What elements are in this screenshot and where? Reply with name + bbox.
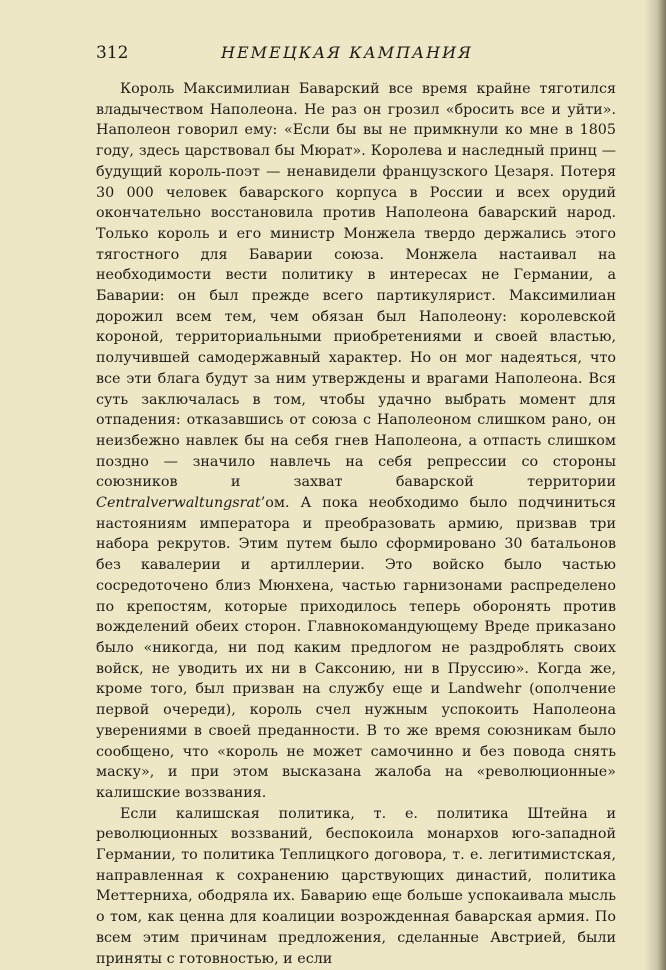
paragraph-text: Король Максимилиан Баварский все время крайне тяготился владычеством Наполеона. Не раз он грозил «бросить все и уйти». Наполеон говорил ему: «Если бы вы не примкнули ко мне в 1805 году, здесь царствовал бы Мюрат». Королева и наследный принц — будущий король-поэт — ненавидели французского Цезаря. Потеря 30 000 человек баварского корпуса в России и всех орудий окончательно восстановила против Наполеона баварский народ. Только король и его министр Монжела твердо держались этого тягостного для Баварии союза. Монжела настаивал на необходимости вести политику в интересах не Германии, а Баварии: он был прежде всего партикулярист. Максимилиан дорожил всем тем, чем обязан был Наполеону: королевской короной, территориальными приобретениями и своей властью, получившей самодержавный характер. Но он мог надеяться, что все эти блага будут за ним утверждены и врагами Наполеона. Вся суть заключалась в том, чтобы удачно выбрать момент для отпадения: отказавшись от союза с Наполеоном слишком рано, он неизбежно навлек бы на себя гнев Наполеона, а отпасть слишком поздно — значило навлечь на себя репрессии со стороны союзников и захват баварской территории: [96, 81, 616, 491]
body-text: [96, 79, 616, 969]
paragraph-1: [96, 79, 616, 804]
page-edge-shadow: [644, 0, 666, 970]
paragraph-2: [96, 804, 616, 970]
italic-term: Centralverwaltungsrat: [96, 495, 261, 512]
page-header: [96, 43, 598, 67]
paragraph-text: Если калишская политика, т. е. политика Штейна и революционных воззваний, беспокоила монархов юго-западной Германии, то политика Теплицкого договора, т. е. легитимистская, направленная к сохранению царствующих династий, политика Меттерниха, ободряла их. Баварию еще больше успокаивала мысль о том, как ценна для коалиции возрожденная баварская армия. По всем этим причинам предложения, сделанные Австрией, были приняты с готовностью, и если: [96, 805, 616, 967]
page-number: 312: [96, 43, 129, 63]
paragraph-text: ’ом. А пока необходимо было подчиниться настояниям императора и преобразовать армию, призвав три набора рекрутов. Этим путем было сформировано 30 батальонов без кавалерии и артиллерии. Это войско было частью сосредоточено близ Мюнхена, частью гарнизонами распределено по крепостям, которые приходилось теперь оборонять против вожделений обеих сторон. Главнокомандующему Вреде приказано было «никогда, ни под каким предлогом не раздроблять своих войск, не уводить их ни в Саксонию, ни в Пруссию». Когда же, кроме того, был призван на службу еще и Landwehr (ополчение первой очереди), король счел нужным успокоить Наполеона уверениями в своей преданности. В то же время союзникам было сообщено, что «король не может самочинно и без повода снять маску», и при этом высказана жалоба на «революционные» калишские воззвания.: [96, 495, 616, 801]
running-title: НЕМЕЦКАЯ КАМПАНИЯ: [221, 43, 473, 62]
